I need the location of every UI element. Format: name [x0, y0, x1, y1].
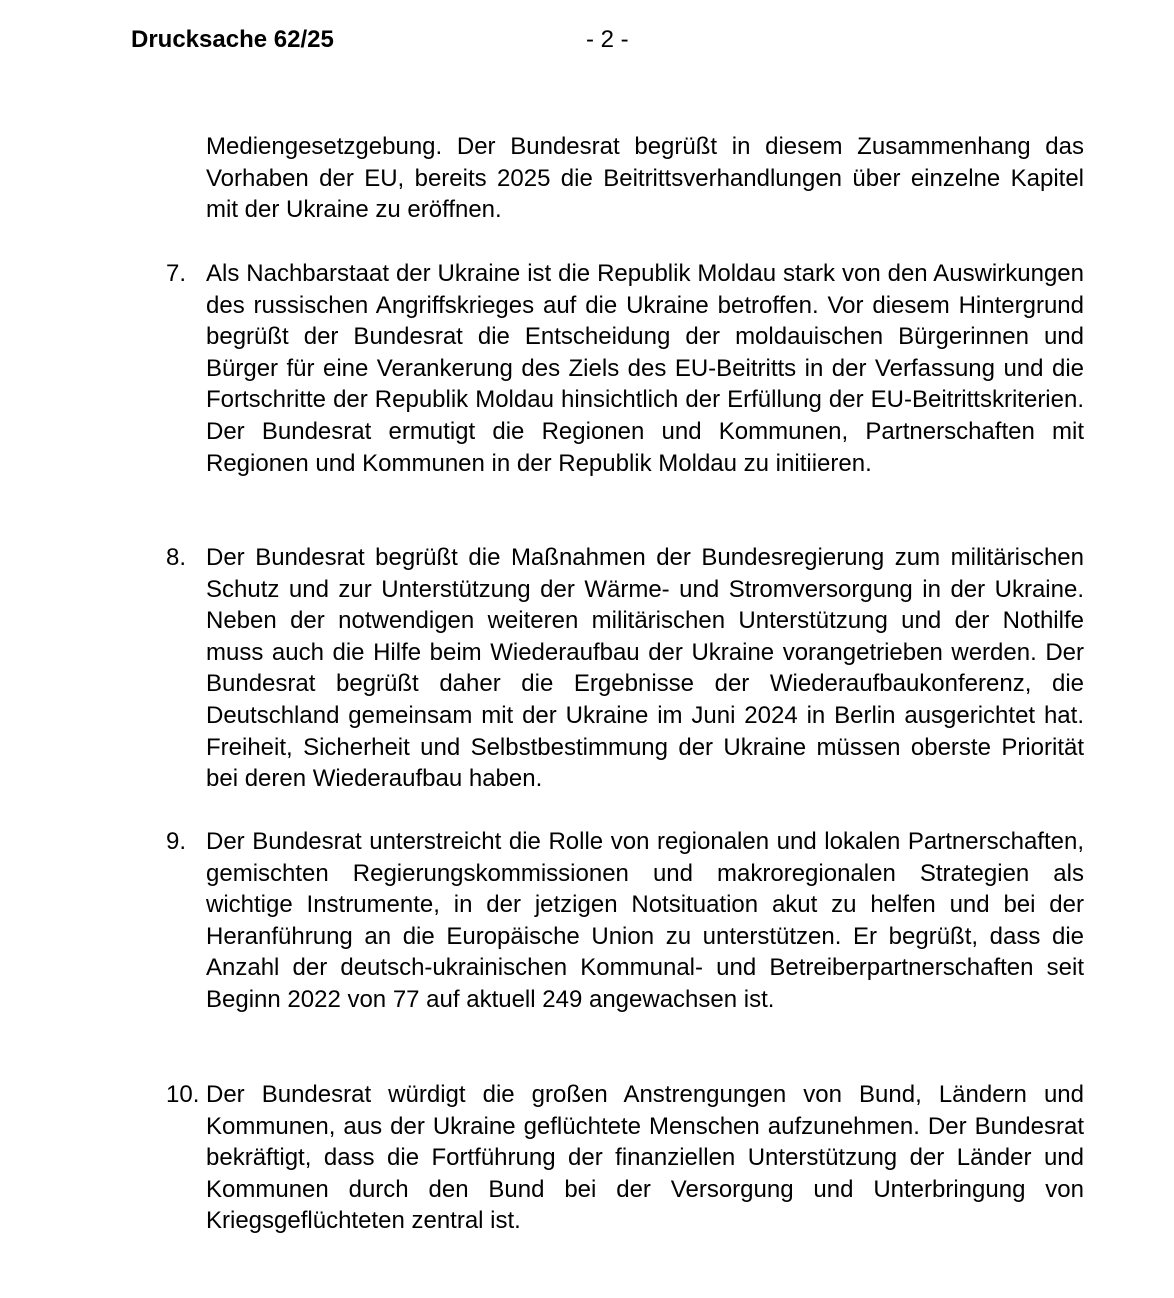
item-text-9: Der Bundesrat unterstreicht die Rolle von regionalen und lokalen Partnerschaften, gemischten Regierungskommissionen und makroregionalen Strategien als wichtige Instrumente, in der jetzigen Notsituation akut zu helfen und bei der Heranführung an die Europäische Union zu unterstützen. Er begrüßt, dass die Anzahl der deutsch-ukrainischen Kommunal- und Betreiberpartnerschaften seit Beginn 2022 von 77 auf aktuell 249 angewachsen ist. [206, 828, 1084, 1013]
item-text-10: Der Bundesrat würdigt die großen Anstrengungen von Bund, Ländern und Kommunen, aus der Ukraine geflüchtete Menschen aufzunehmen. Der Bundesrat bekräftigt, dass die Fortführung der finanziellen Unterstützung der Länder und Kommunen durch den Bund bei der Versorgung und Unterbringung von Kriegsgeflüchteten zentral ist. [206, 1081, 1084, 1235]
item-number-8: 8. [166, 544, 187, 571]
item-text-8: Der Bundesrat begrüßt die Maßnahmen der Bundesregierung zum militärischen Schutz und zur Unterstützung der Wärme- und Stromversorgung in der Ukraine. Neben der notwendigen weiteren militärischen Unterstützung und der Nothilfe muss auch die Hilfe beim Wiederaufbau der Ukraine vorangetrieben werden. Der Bundesrat begrüßt daher die Ergebnisse der Wiederaufbaukonferenz, die Deutschland gemeinsam mit der Ukraine im Juni 2024 in Berlin ausgerichtet hat. Freiheit, Sicherheit und Selbstbestimmung der Ukraine müssen oberste Priorität bei deren Wiederaufbau haben. [206, 544, 1084, 793]
item-text-7: Als Nachbarstaat der Ukraine ist die Republik Moldau stark von den Auswirkungen des russischen Angriffskrieges auf die Ukraine betroffen. Vor diesem Hintergrund begrüßt der Bundesrat die Entscheidung der moldauischen Bürgerinnen und Bürger für eine Verankerung des Ziels des EU-Beitritts in der Verfassung und die Fortschritte der Republik Moldau hinsichtlich der Erfüllung der EU-Beitrittskriterien. Der Bundesrat ermutigt die Regionen und Kommunen, Partnerschaften mit Regionen und Kommunen in der Republik Moldau zu initiieren. [206, 260, 1084, 477]
continuation-paragraph: Mediengesetzgebung. Der Bundesrat begrüßt in diesem Zusammenhang das Vorhaben der EU, bereits 2025 die Beitrittsverhandlungen über einzelne Kapitel mit der Ukraine zu eröffnen. [206, 133, 1084, 224]
item-number-9: 9. [166, 828, 187, 855]
item-number-10: 10. [166, 1081, 200, 1108]
document-reference: Drucksache 62/25 [131, 26, 334, 53]
item-number-7: 7. [166, 260, 187, 287]
page-number: - 2 - [586, 26, 629, 53]
